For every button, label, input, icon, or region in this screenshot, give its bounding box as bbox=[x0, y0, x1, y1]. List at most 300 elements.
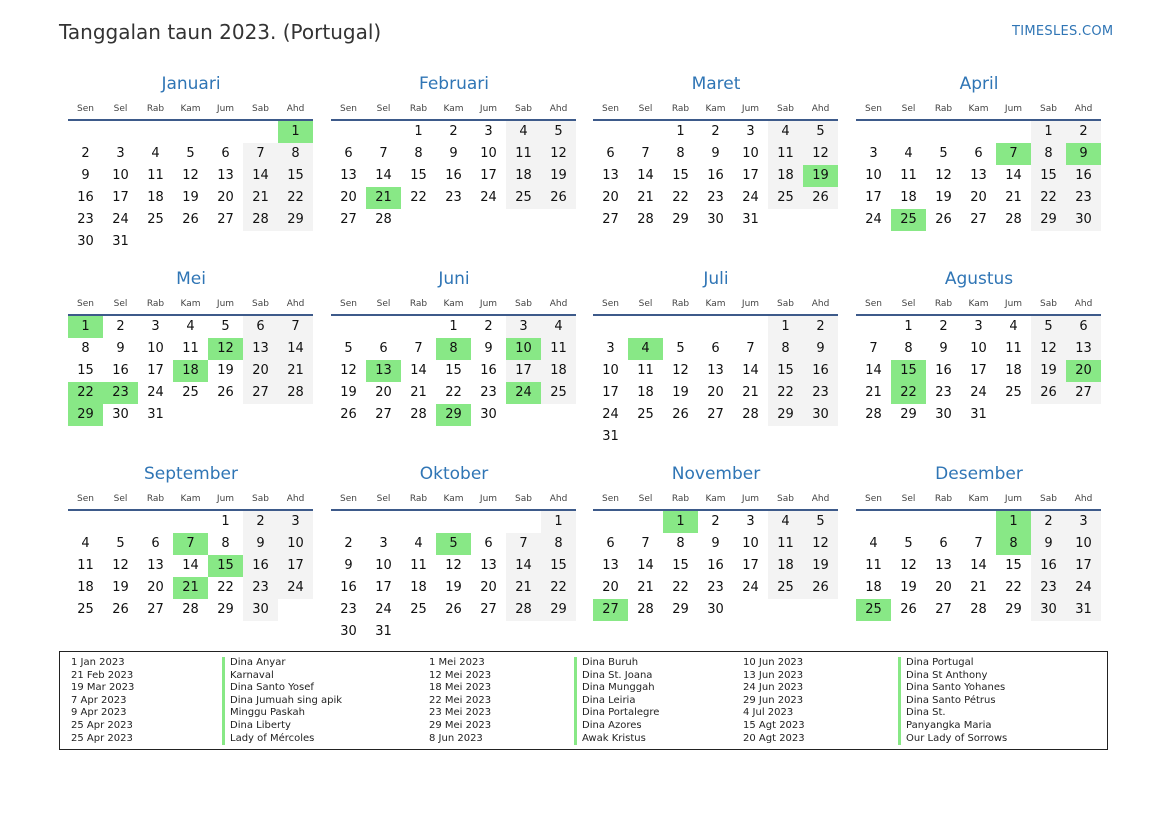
holiday-cell: 9 bbox=[1066, 143, 1101, 165]
weekday-label: Sen bbox=[340, 299, 357, 309]
legend-date: 25 Apr 2023 bbox=[71, 732, 133, 744]
day-cell: 16 bbox=[340, 580, 357, 595]
page-title: Tanggalan taun 2023. (Portugal) bbox=[59, 20, 382, 44]
weekday-label: Sel bbox=[376, 494, 391, 504]
weekday-label: Jum bbox=[1004, 494, 1023, 504]
month-name: April bbox=[959, 74, 999, 94]
weekday-label: Sab bbox=[252, 299, 269, 309]
legend-dates-3 bbox=[743, 657, 805, 745]
legend-holiday-name: Our Lady of Sorrows bbox=[898, 733, 1007, 746]
legend-date: 9 Apr 2023 bbox=[71, 707, 127, 719]
legend-holiday-name: Dina Leiria bbox=[574, 695, 659, 708]
day-cell: 9 bbox=[939, 341, 948, 356]
legend-holiday-name: Dina Buruh bbox=[574, 657, 659, 670]
weekday-label: Jum bbox=[741, 494, 760, 504]
weekday-label: Rab bbox=[146, 494, 165, 504]
day-cell: 4 bbox=[151, 146, 160, 161]
brand-link[interactable]: TIMESLES.COM bbox=[1012, 24, 1114, 39]
day-cell: 6 bbox=[1066, 316, 1101, 338]
day-cell: 15 bbox=[541, 555, 576, 577]
weekday-label: Sen bbox=[602, 494, 619, 504]
holiday-cell: 20 bbox=[1066, 360, 1101, 382]
day-cell: 20 bbox=[480, 580, 497, 595]
weekday-label: Sel bbox=[638, 299, 653, 309]
day-cell: 28 bbox=[243, 209, 278, 231]
day-cell: 24 bbox=[278, 577, 313, 599]
day-cell: 19 bbox=[672, 385, 689, 400]
day-cell: 17 bbox=[147, 363, 164, 378]
day-cell: 28 bbox=[278, 382, 313, 404]
day-cell: 20 bbox=[707, 385, 724, 400]
day-cell: 28 bbox=[865, 407, 882, 422]
weekday-label: Kam bbox=[968, 299, 989, 309]
weekday-label: Rab bbox=[671, 494, 690, 504]
weekday-label: Sab bbox=[515, 494, 532, 504]
weekday-label: Rab bbox=[671, 104, 690, 114]
day-cell: 13 bbox=[970, 168, 987, 183]
holiday-cell: 25 bbox=[891, 209, 926, 231]
day-cell: 16 bbox=[803, 360, 838, 382]
day-cell: 10 bbox=[970, 341, 987, 356]
day-cell: 18 bbox=[768, 165, 803, 187]
day-cell: 9 bbox=[344, 558, 353, 573]
day-cell: 11 bbox=[182, 341, 199, 356]
day-cell: 25 bbox=[506, 187, 541, 209]
legend-date: 7 Apr 2023 bbox=[71, 694, 127, 706]
day-cell: 14 bbox=[182, 558, 199, 573]
day-cell: 19 bbox=[803, 555, 838, 577]
legend-date: 25 Apr 2023 bbox=[71, 719, 133, 731]
holiday-cell: 8 bbox=[996, 533, 1031, 555]
day-cell: 1 bbox=[221, 514, 230, 529]
day-cell: 1 bbox=[768, 316, 803, 338]
day-cell: 4 bbox=[1009, 319, 1018, 334]
day-cell: 25 bbox=[637, 407, 654, 422]
day-cell: 7 bbox=[974, 536, 983, 551]
day-cell: 22 bbox=[768, 382, 803, 404]
month-name: Februari bbox=[419, 74, 489, 94]
legend-names-2 bbox=[574, 657, 659, 745]
day-cell: 20 bbox=[217, 190, 234, 205]
day-cell: 7 bbox=[243, 143, 278, 165]
day-cell: 15 bbox=[672, 168, 689, 183]
legend-holiday-name: Dina Liberty bbox=[222, 720, 342, 733]
day-cell: 26 bbox=[182, 212, 199, 227]
day-cell: 20 bbox=[340, 190, 357, 205]
day-cell: 23 bbox=[803, 382, 838, 404]
holiday-cell: 15 bbox=[891, 360, 926, 382]
weekday-label: Rab bbox=[409, 104, 428, 114]
month-divider bbox=[331, 509, 576, 511]
day-cell: 8 bbox=[414, 146, 423, 161]
day-cell: 26 bbox=[112, 602, 129, 617]
day-cell: 3 bbox=[746, 124, 755, 139]
day-cell: 28 bbox=[506, 599, 541, 621]
day-cell: 8 bbox=[278, 143, 313, 165]
weekday-label: Jum bbox=[216, 299, 235, 309]
day-cell: 6 bbox=[484, 536, 493, 551]
weekday-label: Ahd bbox=[286, 494, 305, 504]
day-cell: 29 bbox=[900, 407, 917, 422]
day-cell: 26 bbox=[672, 407, 689, 422]
day-cell: 23 bbox=[445, 190, 462, 205]
day-cell: 12 bbox=[803, 143, 838, 165]
day-cell: 7 bbox=[746, 341, 755, 356]
weekday-label: Jum bbox=[216, 104, 235, 114]
day-cell: 24 bbox=[742, 190, 759, 205]
legend-date: 23 Mei 2023 bbox=[429, 707, 492, 719]
day-cell: 4 bbox=[768, 511, 803, 533]
day-cell: 26 bbox=[445, 602, 462, 617]
day-cell: 12 bbox=[541, 143, 576, 165]
day-cell: 11 bbox=[77, 558, 94, 573]
day-cell: 9 bbox=[243, 533, 278, 555]
day-cell: 28 bbox=[182, 602, 199, 617]
day-cell: 26 bbox=[1031, 382, 1066, 404]
day-cell: 8 bbox=[676, 536, 685, 551]
day-cell: 4 bbox=[506, 121, 541, 143]
month-name: Juni bbox=[438, 269, 470, 289]
legend-date: 21 Feb 2023 bbox=[71, 669, 134, 681]
day-cell: 19 bbox=[900, 580, 917, 595]
day-cell: 15 bbox=[672, 558, 689, 573]
day-cell: 19 bbox=[445, 580, 462, 595]
day-cell: 14 bbox=[278, 338, 313, 360]
day-cell: 1 bbox=[1031, 121, 1066, 143]
day-cell: 8 bbox=[541, 533, 576, 555]
day-cell: 24 bbox=[112, 212, 129, 227]
day-cell: 12 bbox=[900, 558, 917, 573]
day-cell: 11 bbox=[865, 558, 882, 573]
weekday-label: Sen bbox=[865, 104, 882, 114]
day-cell: 17 bbox=[742, 168, 759, 183]
legend-date: 10 Jun 2023 bbox=[743, 657, 804, 668]
weekday-label: Sab bbox=[777, 494, 794, 504]
weekday-label: Ahd bbox=[811, 104, 830, 114]
day-cell: 24 bbox=[865, 212, 882, 227]
day-cell: 21 bbox=[742, 385, 759, 400]
day-cell: 20 bbox=[243, 360, 278, 382]
day-cell: 22 bbox=[1005, 580, 1022, 595]
weekday-label: Jum bbox=[479, 104, 498, 114]
weekday-label: Sab bbox=[1040, 299, 1057, 309]
day-cell: 5 bbox=[116, 536, 125, 551]
day-cell: 25 bbox=[77, 602, 94, 617]
day-cell: 12 bbox=[182, 168, 199, 183]
day-cell: 16 bbox=[707, 168, 724, 183]
holiday-cell: 1 bbox=[278, 121, 313, 143]
day-cell: 13 bbox=[602, 558, 619, 573]
day-cell: 23 bbox=[707, 190, 724, 205]
day-cell: 21 bbox=[637, 580, 654, 595]
day-cell: 2 bbox=[243, 511, 278, 533]
day-cell: 19 bbox=[182, 190, 199, 205]
legend-date: 22 Mei 2023 bbox=[429, 694, 492, 706]
weekday-label: Sel bbox=[901, 104, 916, 114]
day-cell: 28 bbox=[1005, 212, 1022, 227]
holiday-cell: 1 bbox=[663, 511, 698, 533]
weekday-label: Rab bbox=[671, 299, 690, 309]
day-cell: 21 bbox=[506, 577, 541, 599]
day-cell: 22 bbox=[541, 577, 576, 599]
day-cell: 2 bbox=[1066, 121, 1101, 143]
weekday-label: Sel bbox=[901, 299, 916, 309]
holiday-cell: 29 bbox=[68, 404, 103, 426]
day-cell: 31 bbox=[742, 212, 759, 227]
weekday-label: Sab bbox=[252, 104, 269, 114]
day-cell: 10 bbox=[480, 146, 497, 161]
weekday-label: Ahd bbox=[549, 494, 568, 504]
day-cell: 13 bbox=[243, 338, 278, 360]
day-cell: 7 bbox=[641, 146, 650, 161]
day-cell: 29 bbox=[541, 599, 576, 621]
legend-holiday-name: Awak Kristus bbox=[574, 733, 659, 746]
day-cell: 29 bbox=[1031, 209, 1066, 231]
day-cell: 14 bbox=[742, 363, 759, 378]
day-cell: 6 bbox=[939, 536, 948, 551]
weekday-label: Rab bbox=[146, 299, 165, 309]
day-cell: 21 bbox=[1005, 190, 1022, 205]
day-cell: 18 bbox=[768, 555, 803, 577]
weekday-label: Sen bbox=[340, 494, 357, 504]
weekday-label: Jum bbox=[479, 494, 498, 504]
day-cell: 16 bbox=[935, 363, 952, 378]
weekday-label: Sab bbox=[777, 299, 794, 309]
day-cell: 14 bbox=[243, 165, 278, 187]
day-cell: 21 bbox=[637, 190, 654, 205]
day-cell: 19 bbox=[217, 363, 234, 378]
day-cell: 24 bbox=[602, 407, 619, 422]
day-cell: 26 bbox=[217, 385, 234, 400]
day-cell: 4 bbox=[186, 319, 195, 334]
day-cell: 12 bbox=[1031, 338, 1066, 360]
legend-date: 1 Mei 2023 bbox=[429, 657, 485, 668]
day-cell: 16 bbox=[707, 558, 724, 573]
day-cell: 9 bbox=[711, 536, 720, 551]
weekday-label: Rab bbox=[934, 104, 953, 114]
month-divider bbox=[68, 119, 313, 121]
legend-holiday-name: Lady of Mércoles bbox=[222, 733, 342, 746]
day-cell: 27 bbox=[480, 602, 497, 617]
weekday-label: Ahd bbox=[286, 104, 305, 114]
holiday-cell: 12 bbox=[208, 338, 243, 360]
day-cell: 1 bbox=[904, 319, 913, 334]
holiday-cell: 27 bbox=[593, 599, 628, 621]
day-cell: 12 bbox=[445, 558, 462, 573]
day-cell: 7 bbox=[506, 533, 541, 555]
day-cell: 30 bbox=[1066, 209, 1101, 231]
day-cell: 12 bbox=[672, 363, 689, 378]
day-cell: 11 bbox=[541, 338, 576, 360]
day-cell: 13 bbox=[707, 363, 724, 378]
weekday-label: Jum bbox=[1004, 104, 1023, 114]
day-cell: 2 bbox=[116, 319, 125, 334]
day-cell: 30 bbox=[1031, 599, 1066, 621]
day-cell: 24 bbox=[375, 602, 392, 617]
day-cell: 20 bbox=[970, 190, 987, 205]
weekday-label: Sen bbox=[340, 104, 357, 114]
day-cell: 17 bbox=[1066, 555, 1101, 577]
day-cell: 1 bbox=[541, 511, 576, 533]
day-cell: 27 bbox=[707, 407, 724, 422]
day-cell: 17 bbox=[112, 190, 129, 205]
day-cell: 10 bbox=[112, 168, 129, 183]
day-cell: 15 bbox=[77, 363, 94, 378]
weekday-label: Sel bbox=[638, 494, 653, 504]
weekday-label: Kam bbox=[968, 494, 989, 504]
weekday-label: Sen bbox=[865, 299, 882, 309]
legend-holiday-name: Dina St. bbox=[898, 707, 1007, 720]
day-cell: 9 bbox=[449, 146, 458, 161]
day-cell: 23 bbox=[1031, 577, 1066, 599]
day-cell: 23 bbox=[77, 212, 94, 227]
day-cell: 15 bbox=[768, 360, 803, 382]
day-cell: 3 bbox=[278, 511, 313, 533]
day-cell: 12 bbox=[340, 363, 357, 378]
day-cell: 2 bbox=[711, 124, 720, 139]
legend-holiday-name: Dina Portalegre bbox=[574, 707, 659, 720]
day-cell: 11 bbox=[637, 363, 654, 378]
weekday-label: Sel bbox=[113, 494, 128, 504]
holiday-cell: 5 bbox=[436, 533, 471, 555]
day-cell: 21 bbox=[865, 385, 882, 400]
weekday-label: Kam bbox=[705, 494, 726, 504]
weekday-label: Ahd bbox=[286, 299, 305, 309]
day-cell: 7 bbox=[869, 341, 878, 356]
day-cell: 7 bbox=[414, 341, 423, 356]
day-cell: 29 bbox=[672, 602, 689, 617]
holiday-cell: 10 bbox=[506, 338, 541, 360]
day-cell: 4 bbox=[904, 146, 913, 161]
legend-holiday-name: Minggu Paskah bbox=[222, 707, 342, 720]
day-cell: 6 bbox=[151, 536, 160, 551]
legend-names-3 bbox=[898, 657, 1007, 745]
day-cell: 21 bbox=[970, 580, 987, 595]
day-cell: 18 bbox=[865, 580, 882, 595]
month-name: Agustus bbox=[944, 269, 1014, 289]
day-cell: 30 bbox=[707, 602, 724, 617]
weekday-label: Sab bbox=[777, 104, 794, 114]
holiday-cell: 15 bbox=[208, 555, 243, 577]
legend-holiday-name: Dina Portugal bbox=[898, 657, 1007, 670]
holiday-cell: 24 bbox=[506, 382, 541, 404]
weekday-label: Sel bbox=[113, 299, 128, 309]
day-cell: 2 bbox=[711, 514, 720, 529]
holiday-cell: 1 bbox=[996, 511, 1031, 533]
day-cell: 24 bbox=[742, 580, 759, 595]
day-cell: 31 bbox=[970, 407, 987, 422]
day-cell: 5 bbox=[904, 536, 913, 551]
day-cell: 5 bbox=[803, 121, 838, 143]
month-name: November bbox=[671, 464, 761, 484]
day-cell: 15 bbox=[445, 363, 462, 378]
holiday-cell: 18 bbox=[173, 360, 208, 382]
day-cell: 31 bbox=[602, 429, 619, 444]
day-cell: 28 bbox=[410, 407, 427, 422]
weekday-label: Ahd bbox=[549, 104, 568, 114]
weekday-label: Jum bbox=[741, 104, 760, 114]
day-cell: 28 bbox=[970, 602, 987, 617]
day-cell: 6 bbox=[344, 146, 353, 161]
day-cell: 18 bbox=[900, 190, 917, 205]
day-cell: 3 bbox=[484, 124, 493, 139]
weekday-label: Rab bbox=[409, 299, 428, 309]
day-cell: 5 bbox=[344, 341, 353, 356]
day-cell: 23 bbox=[935, 385, 952, 400]
day-cell: 13 bbox=[147, 558, 164, 573]
legend-dates-2 bbox=[429, 657, 491, 745]
legend-date: 12 Mei 2023 bbox=[429, 669, 492, 681]
legend-dates-1 bbox=[71, 657, 134, 745]
day-cell: 27 bbox=[243, 382, 278, 404]
day-cell: 31 bbox=[375, 624, 392, 639]
day-cell: 10 bbox=[147, 341, 164, 356]
day-cell: 1 bbox=[414, 124, 423, 139]
day-cell: 31 bbox=[1066, 599, 1101, 621]
day-cell: 27 bbox=[217, 212, 234, 227]
legend-date: 18 Mei 2023 bbox=[429, 682, 492, 694]
day-cell: 3 bbox=[974, 319, 983, 334]
day-cell: 9 bbox=[1031, 533, 1066, 555]
day-cell: 16 bbox=[480, 363, 497, 378]
day-cell: 27 bbox=[340, 212, 357, 227]
legend-names-1 bbox=[222, 657, 342, 745]
weekday-label: Rab bbox=[934, 494, 953, 504]
weekday-label: Sel bbox=[376, 299, 391, 309]
day-cell: 11 bbox=[900, 168, 917, 183]
day-cell: 14 bbox=[865, 363, 882, 378]
day-cell: 6 bbox=[243, 316, 278, 338]
day-cell: 2 bbox=[484, 319, 493, 334]
day-cell: 8 bbox=[768, 338, 803, 360]
month-name: September bbox=[144, 464, 238, 484]
day-cell: 16 bbox=[1066, 165, 1101, 187]
day-cell: 2 bbox=[939, 319, 948, 334]
weekday-label: Kam bbox=[705, 299, 726, 309]
day-cell: 22 bbox=[672, 580, 689, 595]
day-cell: 6 bbox=[711, 341, 720, 356]
day-cell: 18 bbox=[637, 385, 654, 400]
legend-holiday-name: Dina Azores bbox=[574, 720, 659, 733]
day-cell: 28 bbox=[375, 212, 392, 227]
weekday-label: Rab bbox=[409, 494, 428, 504]
legend-holiday-name: Dina Jumuah sing apik bbox=[222, 695, 342, 708]
day-cell: 11 bbox=[1005, 341, 1022, 356]
weekday-label: Kam bbox=[443, 299, 464, 309]
holiday-cell: 21 bbox=[366, 187, 401, 209]
day-cell: 19 bbox=[340, 385, 357, 400]
day-cell: 5 bbox=[221, 319, 230, 334]
weekday-label: Ahd bbox=[1074, 494, 1093, 504]
day-cell: 4 bbox=[869, 536, 878, 551]
day-cell: 4 bbox=[768, 121, 803, 143]
day-cell: 20 bbox=[602, 190, 619, 205]
legend-date: 8 Jun 2023 bbox=[429, 732, 483, 744]
day-cell: 21 bbox=[243, 187, 278, 209]
day-cell: 14 bbox=[970, 558, 987, 573]
day-cell: 24 bbox=[970, 385, 987, 400]
legend-holiday-name: Dina St. Joana bbox=[574, 670, 659, 683]
day-cell: 25 bbox=[541, 382, 576, 404]
weekday-label: Sab bbox=[1040, 494, 1057, 504]
day-cell: 3 bbox=[606, 341, 615, 356]
day-cell: 26 bbox=[900, 602, 917, 617]
day-cell: 1 bbox=[449, 319, 458, 334]
day-cell: 13 bbox=[1066, 338, 1101, 360]
day-cell: 29 bbox=[672, 212, 689, 227]
day-cell: 19 bbox=[935, 190, 952, 205]
weekday-label: Ahd bbox=[549, 299, 568, 309]
